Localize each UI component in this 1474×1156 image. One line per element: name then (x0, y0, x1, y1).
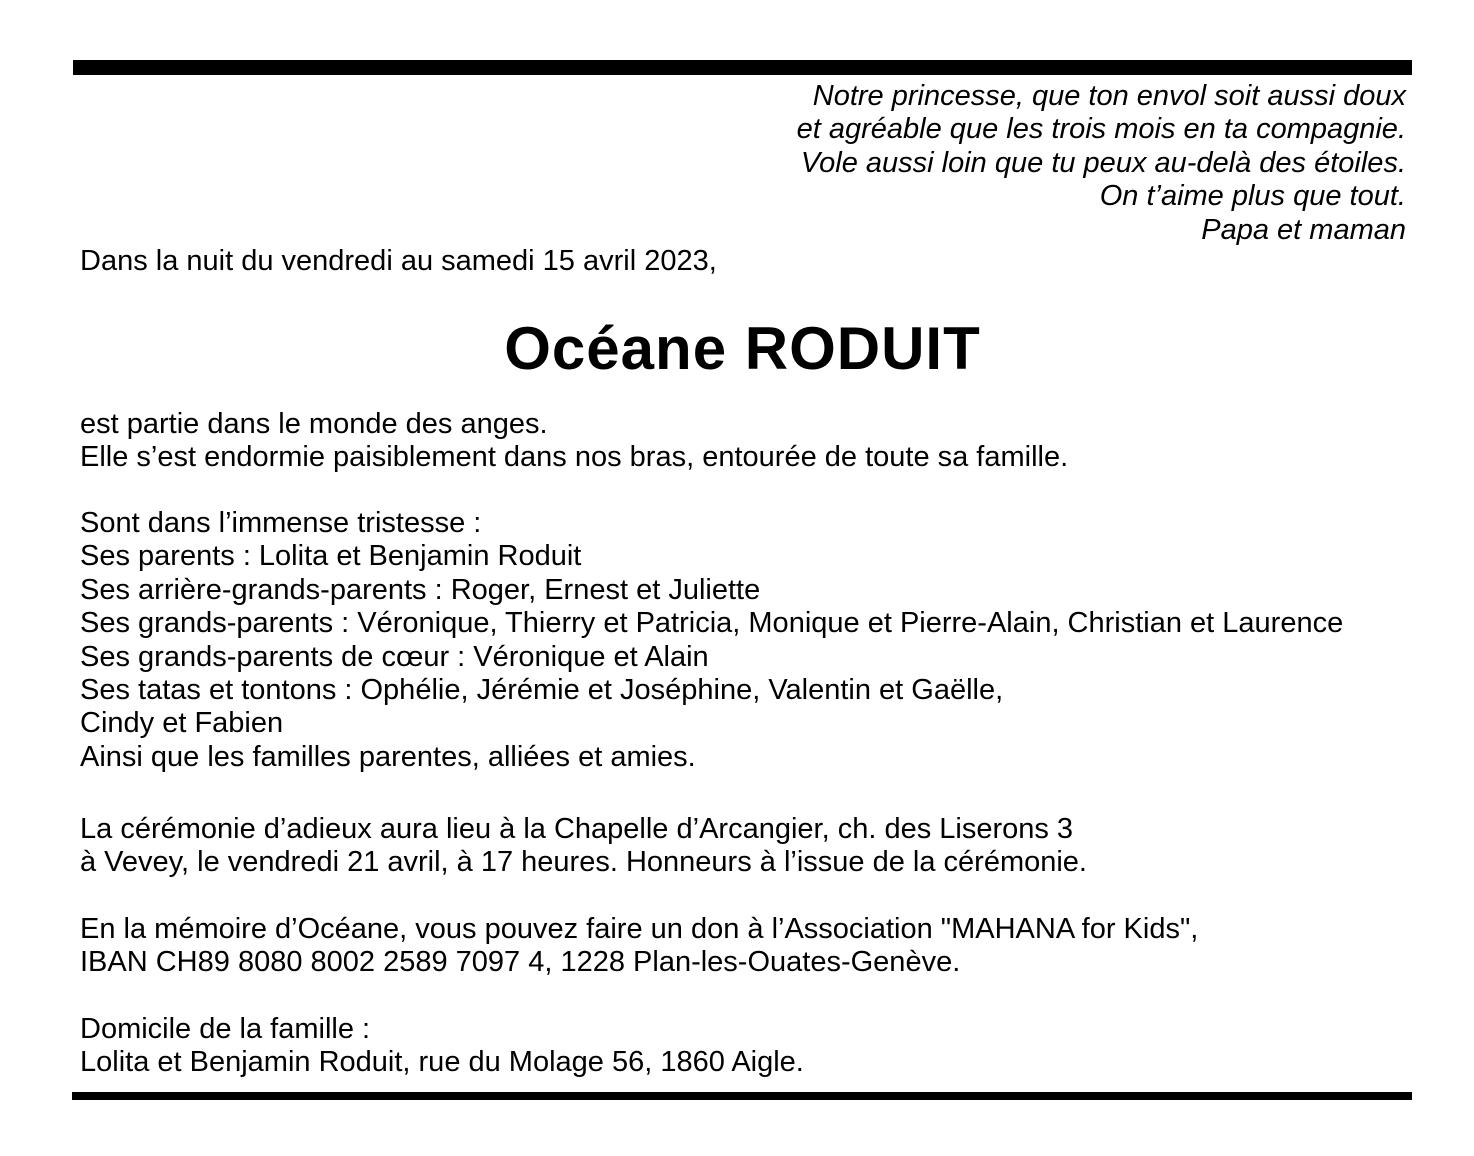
family-line: Ses grands-parents de cœur : Véronique et Alain (80, 640, 709, 673)
epigraph-signature: Papa et maman (1201, 213, 1406, 246)
epigraph-line: Notre princesse, que ton envol soit aussi doux (812, 80, 1406, 112)
residence-line: Domicile de la famille : (80, 1013, 371, 1045)
bottom-rule (72, 1092, 1412, 1100)
family-line: Ses arrière-grands-parents : Roger, Ernest et Juliette (80, 573, 761, 606)
family-line: Ses parents : Lolita et Benjamin Roduit (80, 540, 582, 573)
deceased-name: Océane RODUIT (504, 315, 981, 382)
epigraph-line: Vole aussi loin que tu peux au-delà des étoiles. (800, 146, 1406, 179)
family-list (80, 507, 1434, 774)
passing-line: Elle s’est endormie paisiblement dans nos bras, entourée de toute sa famille. (80, 441, 1069, 474)
epigraph-line: On t’aime plus que tout. (1099, 180, 1406, 213)
ceremony-line: La cérémonie d’adieux aura lieu à la Chapelle d’Arcangier, ch. des Liserons 3 (80, 813, 1074, 845)
residence-paragraph (80, 1013, 1434, 1080)
donation-line: IBAN CH89 8080 8002 2589 7097 4, 1228 Plan-les-Ouates-Genève. (80, 946, 961, 979)
top-rule (73, 60, 1412, 75)
date-line: Dans la nuit du vendredi au samedi 15 avril 2023, (80, 245, 717, 277)
ceremony-paragraph (80, 813, 1434, 880)
ceremony-line: à Vevey, le vendredi 21 avril, à 17 heures. Honneurs à l’issue de la cérémonie. (80, 846, 1087, 879)
donation-paragraph (80, 913, 1434, 980)
family-line: Ses grands-parents : Véronique, Thierry et Patricia, Monique et Pierre-Alain, Christian et Laurence (80, 607, 1344, 640)
passing-line: est partie dans le monde des anges. (80, 408, 548, 440)
epigraph-line: et agréable que les trois mois en ta compagnie. (796, 113, 1406, 146)
family-line: Sont dans l’immense tristesse : (80, 507, 482, 539)
family-line: Cindy et Fabien (80, 707, 284, 740)
family-line: Ses tatas et tontons : Ophélie, Jérémie et Joséphine, Valentin et Gaëlle, (80, 674, 1004, 707)
residence-line: Lolita et Benjamin Roduit, rue du Molage 56, 1860 Aigle. (80, 1046, 804, 1079)
donation-line: En la mémoire d’Océane, vous pouvez faire un don à l’Association "MAHANA for Kids", (80, 913, 1199, 945)
epigraph (80, 80, 1406, 247)
passing-paragraph (80, 408, 1434, 475)
family-line: Ainsi que les familles parentes, alliées et amies. (80, 740, 696, 773)
